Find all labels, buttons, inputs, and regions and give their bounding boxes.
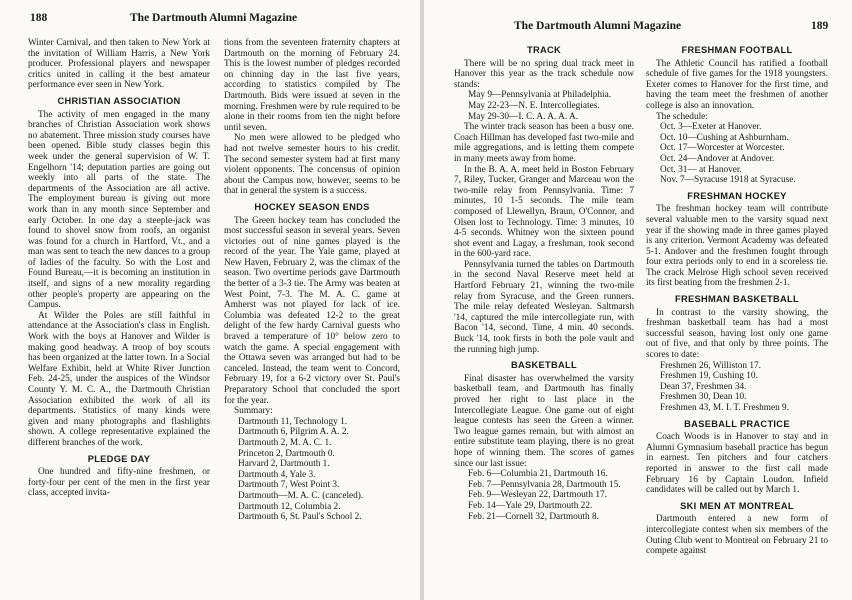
list-item: May 9—Pennsylvania at Philadelphia. <box>468 90 612 101</box>
section-heading: CHRISTIAN ASSOCIATION <box>57 95 181 106</box>
paragraph: No men were allowed to be pledged who had not twelve semester hours to his credit. The second semester system had at first many violent opponents. The concensus of opinion about the Campus now, however, seems to be that in general the system is a success. <box>224 133 400 197</box>
list-item: Feb. 6—Columbia 21, Dartmouth 16. <box>468 469 608 480</box>
page-number: 188 <box>30 12 48 24</box>
paragraph: The Green hockey team has concluded the most successful season in several years. Seven victories out of nine games played is the record of the year. The Yale game, played at New Haven, February 2, was the climax of the season. Two overtime periods gave Dartmouth the better of a 3-3 tie. The Army was beaten at West Point, 7-3. The M. A. C. game at Amherst was not played for lack of ice. Columbia was defeated 12-2 to the great delight of the few hardy Carnival guests who braved a temperature of 10° below zero to watch the game. A special engagement with the Ottawa seven was arranged but had to be canceled. Instead, the team went to Concord, February 19, for a 6-2 victory over St. Paul's Preparatory School that concluded the sport for the year. <box>224 215 400 406</box>
list-item: Dartmouth 7, West Point 3. <box>238 480 340 491</box>
list-item: May 29-30—I. C. A. A. A. A. <box>468 111 579 122</box>
list-item: Feb. 21—Cornell 32, Dartmouth 8. <box>468 511 599 522</box>
basketball-scores-list <box>454 469 634 522</box>
list-item: Oct. 24—Andover at Andover. <box>660 153 775 164</box>
freshman-basketball-scores-list <box>646 361 828 414</box>
summary-label: Summary: <box>234 406 273 417</box>
paragraph: In contrast to the varsity showing, the freshman basketball team has had a most successful season, having lost only one game out of five, and that only by three points. The scores to date: <box>646 307 828 361</box>
running-title: The Dartmouth Alumni Magazine <box>514 20 682 32</box>
paragraph: Winter Carnival, and then taken to New York at the invitation of William Harris, a New York producer. Professional players and newspaper critics united in calling it the best amateur performance ever seen in New York. <box>28 38 210 91</box>
paragraph: Final disaster has overwhelmed the varsity basketball team, and Dartmouth has finally proved her right to last place in the Intercollegiate League. One game out of eight league contests has seen the Green a winner. Two league games remain, but with almost an entire substitute team playing, there is no great hope of winning them. The scores of games since our last issue: <box>454 373 634 469</box>
right-column-1 <box>454 40 634 522</box>
left-column-2 <box>224 38 400 523</box>
paragraph: The activity of men engaged in the many branches of Christian Association work shows no abatement. Three mission study courses have been opened. Bible study classes begin this week under the general supervision of W. T. Engelhorn '14; deputation parties are going out weekly into all parts of the state. The departments of the Association are all active. The employment bureau is giving out more work than in any month since September and early October. In one day a steeple-jack was found to shovel snow from roofs, an organist was found for a church in Hartford, Vt., and a man was sent to teach the new dances to a group of ladies of the faculty. So with the Lost and Found Bureau,—it is becoming an institution in itself, and signs of a new morality regarding other people's property are appearing on the Campus. <box>28 109 210 311</box>
list-item: Dean 37, Freshmen 34. <box>660 381 747 392</box>
list-item: Freshmen 30, Dean 10. <box>660 392 747 403</box>
section-heading: TRACK <box>526 45 562 55</box>
right-page <box>424 0 852 600</box>
list-item: Dartmouth 12, Columbia 2. <box>238 501 341 512</box>
section-heading: FRESHMAN FOOTBALL <box>681 45 793 55</box>
paragraph: There will be no spring dual track meet in Hanover this year as the track schedule now stands: <box>454 58 634 90</box>
left-page <box>0 0 420 600</box>
list-item: May 22-23—N. E. Intercollegiates. <box>468 100 600 111</box>
section-heading: FRESHMAN HOCKEY <box>687 190 787 201</box>
paragraph: Coach Woods is in Hanover to stay and in Alumni Gymnasium baseball practice has begun in earnest. Ten pitchers and four catchers reported in answer to the first call made February 16 by Captain Loudon. Infield candidates will be called out by March 1. <box>646 432 828 496</box>
section-heading: PLEDGE DAY <box>87 453 151 464</box>
section-heading: SKI MEN AT MONTREAL <box>680 500 794 511</box>
list-item: Freshmen 19, Cushing 10. <box>660 371 758 382</box>
paragraph: In the B. A. A. meet held in Boston February 7, Riley, Tucker, Granger and Marceau won the two-mile relay from Pennsylvania. Time: 7 minutes, 10 1-5 seconds. The mile team composed of Llewellyn, Braun, O'Connor, and Olsen lost to Technology. Time: 3 minutes, 10 4-5 seconds. Whitney won the sixteen pound shot event and Lagay, a freshman, took second in the 600-yard race. <box>454 164 634 260</box>
list-item: Dartmouth 6, St. Paul's School 2. <box>238 512 362 523</box>
list-item: Feb. 14—Yale 29, Dartmouth 22. <box>468 500 593 511</box>
paragraph: The schedule: <box>656 111 708 122</box>
paragraph: One hundred and fifty-nine freshmen, or forty-four per cent of the men in the first year class, accepted invita- <box>28 467 210 499</box>
left-column-1 <box>28 38 210 499</box>
track-schedule-list <box>454 90 634 122</box>
section-heading: FRESHMAN BASKETBALL <box>675 294 799 305</box>
right-column-2 <box>646 40 828 557</box>
list-item: Freshmen 26, Williston 17. <box>660 360 761 371</box>
list-item: Nov. 7—Syracuse 1918 at Syracuse. <box>660 175 796 186</box>
list-item: Feb. 9—Wesleyan 22, Dartmouth 17. <box>468 490 607 501</box>
paragraph: Pennsylvania turned the tables on Dartmouth in the second Naval Reserve meet held at Hartford February 21, winning the two-mile relay from Syracuse, and the Green runners. The mile relay defeated Wesleyan. Saltmarsh '14, captured the mile intercollegiate run, with Bacon '14, second. Time, 4 min. 40 seconds. Buck '14, took firsts in both the pole vault and the running high jump. <box>454 259 634 355</box>
paragraph: The winter track season has been a busy one. Coach Hillman has developed fast two-mile and mile aggregations, and is letting them compete in many meets away from home. <box>454 122 634 164</box>
list-item: Dartmouth—M. A. C. (canceled). <box>238 490 364 501</box>
list-item: Oct. 3—Exeter at Hanover. <box>660 122 762 133</box>
paragraph: tions from the seventeen fraternity chapters at Dartmouth on the morning of February 24. This is the lowest number of pledges recorded on chinning day in the last five years, according to statistics compiled by The Dartmouth. Bids were issued at seven in the morning. Freshmen were by rule required to be alone in their rooms from ten the night before until seven. <box>224 38 400 133</box>
list-item: Dartmouth 11, Technology 1. <box>238 416 348 427</box>
list-item: Oct. 17—Worcester at Worcester. <box>660 143 785 154</box>
list-item: Oct. 31— at Hanover. <box>660 164 742 175</box>
paragraph: The Athletic Council has ratified a football schedule of five games for the 1918 youngsters. Exeter comes to Hanover for the first time, and having the team meet the freshmen of another college is also an innovation. <box>646 58 828 111</box>
section-heading: HOCKEY SEASON ENDS <box>254 201 370 212</box>
page-number: 189 <box>811 20 829 32</box>
list-item: Dartmouth 6, Pilgrim A. A. 2. <box>238 427 349 438</box>
list-item: Oct. 10—Cushing at Ashburnham. <box>660 132 789 143</box>
list-item: Freshmen 43, M. I. T. Freshmen 9. <box>660 403 790 413</box>
paragraph: The freshman hockey team will contribute several valuable men to the varsity squad next year if the showing made in three games played is any criterion. Vermont Academy was defeated 5-1. Andover and the freshmen fought through four extra periods only to end in a scoreless tie. The crack Melrose High school seven received its first beating from the freshmen 2-1. <box>646 204 828 289</box>
list-item: Dartmouth 2, M. A. C. 1. <box>238 437 332 448</box>
list-item: Princeton 2, Dartmouth 0. <box>238 448 335 459</box>
section-heading: BASKETBALL <box>510 360 577 371</box>
section-heading: BASEBALL PRACTICE <box>684 418 790 429</box>
list-item: Feb. 7—Pennsylvania 28, Dartmouth 15. <box>468 479 621 490</box>
hockey-summary-list <box>224 417 400 523</box>
football-schedule-list <box>646 122 828 186</box>
running-title: The Dartmouth Alumni Magazine <box>130 12 298 24</box>
paragraph: Dartmouth entered a new form of intercollegiate contest when six members of the Outing Club went to Montreal on February 21 to compete against <box>646 514 828 557</box>
paragraph: At Wilder the Poles are still faithful in attendance at the Association's class in English. Work with the boys at Hanover and Wilder is making good headway. A troop of boy scouts has been organized at the latter town. In a Social Welfare Exhibit, held at White River Junction Feb. 24-25, under the auspices of the Windsor County Y. M. C. A., the Dartmouth Christian Association exhibited the work of all its departments. Statistics of many kinds were given and many photographs and flashlights shown. A college representative explained the different branches of the work. <box>28 310 210 448</box>
list-item: Harvard 2, Dartmouth 1. <box>238 459 330 470</box>
list-item: Dartmouth 4, Yale 3. <box>238 469 316 480</box>
